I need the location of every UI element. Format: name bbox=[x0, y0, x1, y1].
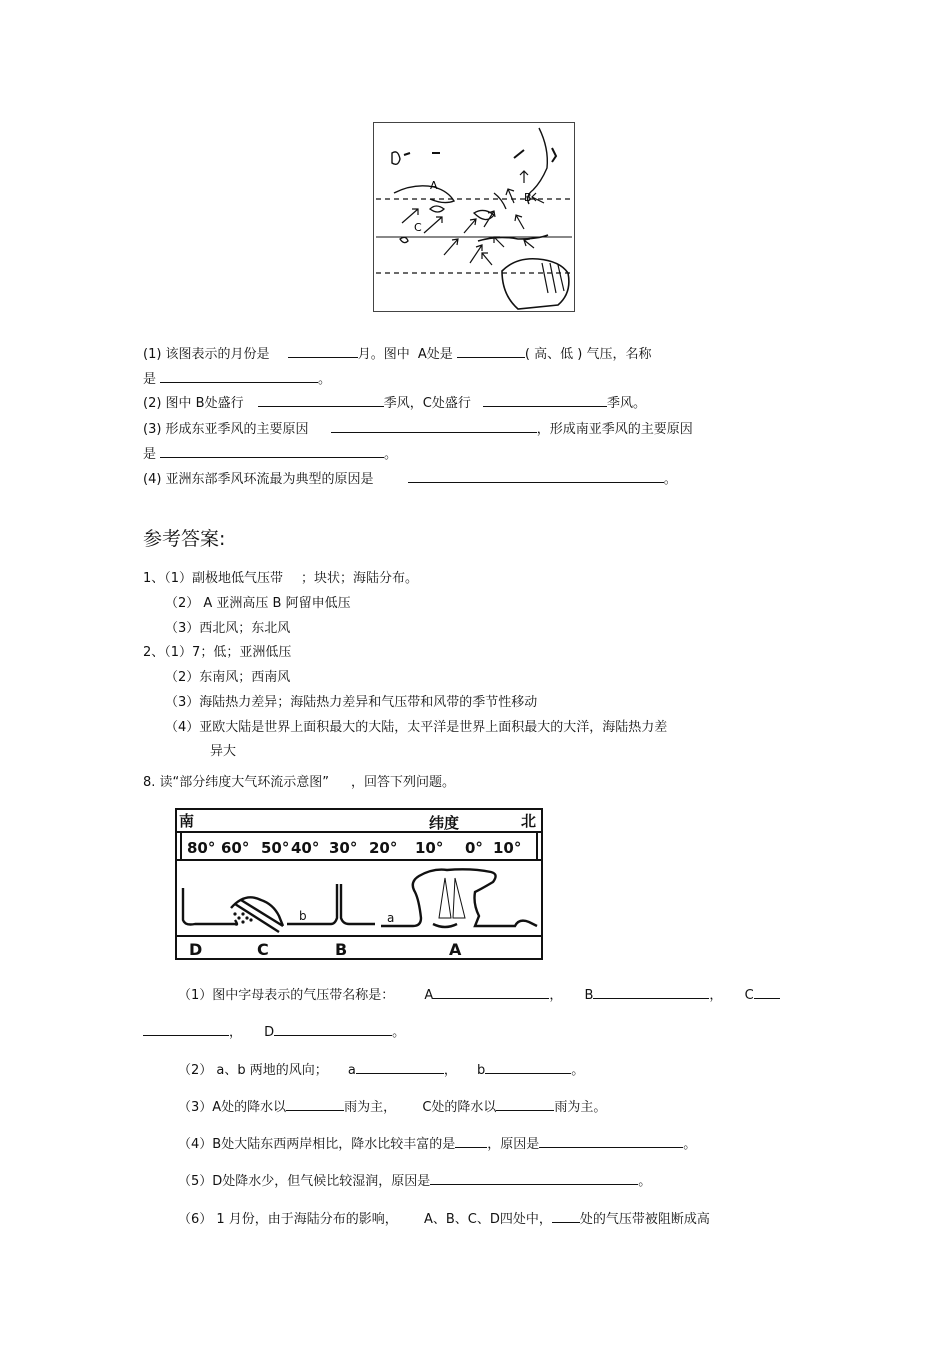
q3-text-b: ，形成南亚季风的主要原因 bbox=[536, 422, 693, 437]
answer-2-4: （4）亚欧大陆是世界上面积最大的大陆，太平洋是世界上面积最大的大洋，海陆热力差 bbox=[165, 720, 668, 735]
answer-1-2: （2） A 亚洲高压 B 阿留申低压 bbox=[165, 596, 351, 611]
q8-1-label-c: C bbox=[744, 988, 754, 1003]
q8-1-label-a: A bbox=[424, 988, 434, 1003]
q8-intro-b: ，回答下列问题。 bbox=[351, 775, 456, 790]
answer-1-3: （3）西北风；东北风 bbox=[165, 621, 291, 636]
q1-blank-name[interactable] bbox=[160, 369, 318, 383]
tick-10n: 10° bbox=[493, 839, 522, 857]
q1-line2 bbox=[143, 368, 331, 387]
diagram-latitude: 纬度 bbox=[429, 814, 460, 832]
q8-1-line2 bbox=[143, 1021, 405, 1040]
q8-2-label-a: a bbox=[347, 1063, 356, 1078]
q8-4-blank-a[interactable] bbox=[455, 1134, 487, 1148]
q8-2-label-b: b bbox=[477, 1063, 486, 1078]
q2-blank-c[interactable] bbox=[483, 393, 607, 407]
q8-6-line bbox=[178, 1208, 710, 1227]
answer-2-2: （2）东南风；西南风 bbox=[165, 670, 291, 685]
tick-50: 50° bbox=[261, 839, 290, 857]
q1-blank-month[interactable] bbox=[288, 344, 358, 358]
q8-1-blank-c2[interactable] bbox=[143, 1022, 229, 1036]
q3-blank-east[interactable] bbox=[331, 419, 537, 433]
q8-2-end: 。 bbox=[571, 1063, 585, 1078]
q8-3-text-c: C处的降水以 bbox=[422, 1100, 497, 1115]
letter-a: A bbox=[449, 940, 462, 959]
q2-blank-b[interactable] bbox=[258, 393, 384, 407]
q8-1-blank-a[interactable] bbox=[433, 985, 549, 999]
q8-3-text-a: （3）A处的降水以 bbox=[178, 1100, 287, 1115]
q8-4-blank-b[interactable] bbox=[539, 1134, 683, 1148]
circulation-diagram-drawing bbox=[175, 808, 543, 960]
q8-2-line bbox=[178, 1059, 584, 1078]
q8-1-line bbox=[178, 984, 780, 1003]
q8-5-blank[interactable] bbox=[430, 1171, 638, 1185]
q8-1-text: （1）图中字母表示的气压带名称是： bbox=[178, 988, 395, 1003]
small-b: b bbox=[299, 909, 307, 923]
q2-text-b: 季风，C处盛行 bbox=[383, 396, 471, 411]
q3-line2 bbox=[143, 443, 397, 462]
map-label-a: A bbox=[430, 179, 438, 192]
q8-3-text-b: 雨为主， bbox=[344, 1100, 397, 1115]
q1-text-c: A处是 bbox=[417, 347, 453, 362]
q8-1-blank-c[interactable] bbox=[754, 985, 780, 999]
q3-line bbox=[143, 418, 693, 437]
answer-2-4b: 异大 bbox=[210, 744, 237, 759]
q2-line bbox=[143, 392, 646, 411]
q1-line bbox=[143, 343, 651, 362]
q3-text-a: (3) 形成东亚季风的主要原因 bbox=[143, 422, 309, 437]
q8-2-sep: ， bbox=[443, 1063, 457, 1078]
q3-text-c: 是 bbox=[143, 447, 157, 462]
tick-0: 0° bbox=[465, 839, 483, 857]
q8-6-text-c: 处的气压带被阻断成高 bbox=[579, 1212, 710, 1227]
q8-intro-a: 8. 读“部分纬度大气环流示意图” bbox=[143, 775, 330, 790]
q8-4-line bbox=[178, 1133, 696, 1152]
q8-6-text-b: A、B、C、D四处中， bbox=[423, 1212, 552, 1227]
answer-2-1: 2、（1）7；低；亚洲低压 bbox=[143, 645, 292, 660]
q1-text-d: ( 高、低 ) 气压，名称 bbox=[524, 347, 652, 362]
map-label-b: B bbox=[524, 191, 532, 204]
q8-3-blank-c[interactable] bbox=[496, 1097, 554, 1111]
tick-40: 40° bbox=[291, 839, 320, 857]
letter-b: B bbox=[335, 940, 348, 959]
q4-text-a: (4) 亚洲东部季风环流最为典型的原因是 bbox=[143, 472, 374, 487]
q8-intro bbox=[143, 771, 455, 790]
q1-text-b: 月。图中 bbox=[357, 347, 410, 362]
tick-30: 30° bbox=[329, 839, 358, 857]
q8-4-text-a: （4）B处大陆东西两岸相比，降水比较丰富的是 bbox=[178, 1137, 456, 1152]
q8-5-end: 。 bbox=[638, 1174, 652, 1189]
small-a: a bbox=[387, 911, 395, 925]
q8-2-text: （2） a、b 两地的风向； bbox=[178, 1063, 328, 1078]
q8-4-end: 。 bbox=[683, 1137, 697, 1152]
q2-text-c: 季风。 bbox=[606, 396, 646, 411]
q2-text-a: (2) 图中 B处盛行 bbox=[143, 396, 244, 411]
q1-text-f: 。 bbox=[318, 372, 332, 387]
q8-1-label-b: B bbox=[584, 988, 594, 1003]
q8-1-sep-3: ， bbox=[229, 1025, 243, 1040]
circulation-diagram bbox=[175, 808, 543, 960]
answer-1-1-text: 1、（1）副极地低气压带 bbox=[143, 571, 284, 586]
answer-2-3: （3）海陆热力差异；海陆热力差异和气压带和风带的季节性移动 bbox=[165, 695, 538, 710]
q1-blank-pressure[interactable] bbox=[457, 344, 525, 358]
q4-line bbox=[143, 468, 677, 487]
monsoon-map bbox=[373, 122, 575, 312]
q4-blank[interactable] bbox=[408, 469, 664, 483]
letter-c: C bbox=[257, 940, 269, 959]
q8-3-text-d: 雨为主。 bbox=[554, 1100, 607, 1115]
tick-60: 60° bbox=[221, 839, 250, 857]
diagram-south: 南 bbox=[179, 812, 195, 830]
answer-1-1-text-b: ；块状；海陆分布。 bbox=[301, 571, 419, 586]
q8-4-text-b: ，原因是 bbox=[487, 1137, 540, 1152]
q1-text-e: 是 bbox=[143, 372, 157, 387]
answer-1-1 bbox=[143, 567, 418, 586]
q8-2-blank-b[interactable] bbox=[485, 1060, 571, 1074]
q4-text-b: 。 bbox=[663, 472, 677, 487]
tick-80: 80° bbox=[187, 839, 216, 857]
diagram-north: 北 bbox=[521, 812, 537, 830]
q8-5-text: （5）D处降水少，但气候比较湿润，原因是 bbox=[178, 1174, 431, 1189]
answers-heading: 参考答案: bbox=[143, 528, 226, 550]
q8-1-blank-d[interactable] bbox=[274, 1022, 392, 1036]
q8-3-blank-a[interactable] bbox=[286, 1097, 344, 1111]
q8-1-label-d: D bbox=[264, 1025, 275, 1040]
q8-5-line bbox=[178, 1170, 651, 1189]
monsoon-map-drawing bbox=[374, 123, 574, 311]
q8-6-text-a: （6） 1 月份，由于海陆分布的影响， bbox=[178, 1212, 398, 1227]
q8-2-blank-a[interactable] bbox=[356, 1060, 444, 1074]
letter-d: D bbox=[189, 940, 203, 959]
q8-1-sep-1: ， bbox=[549, 988, 563, 1003]
tick-20: 20° bbox=[369, 839, 398, 857]
q8-1-blank-b[interactable] bbox=[593, 985, 709, 999]
q3-text-d: 。 bbox=[384, 447, 398, 462]
q1-text-a: (1) 该图表示的月份是 bbox=[143, 347, 270, 362]
q8-1-sep-2: ， bbox=[709, 988, 723, 1003]
q8-1-end: 。 bbox=[392, 1025, 406, 1040]
q3-blank-south[interactable] bbox=[160, 444, 384, 458]
q8-6-blank[interactable] bbox=[552, 1209, 580, 1223]
map-label-c: C bbox=[414, 221, 422, 234]
q8-3-line bbox=[178, 1096, 606, 1115]
tick-10s: 10° bbox=[415, 839, 444, 857]
